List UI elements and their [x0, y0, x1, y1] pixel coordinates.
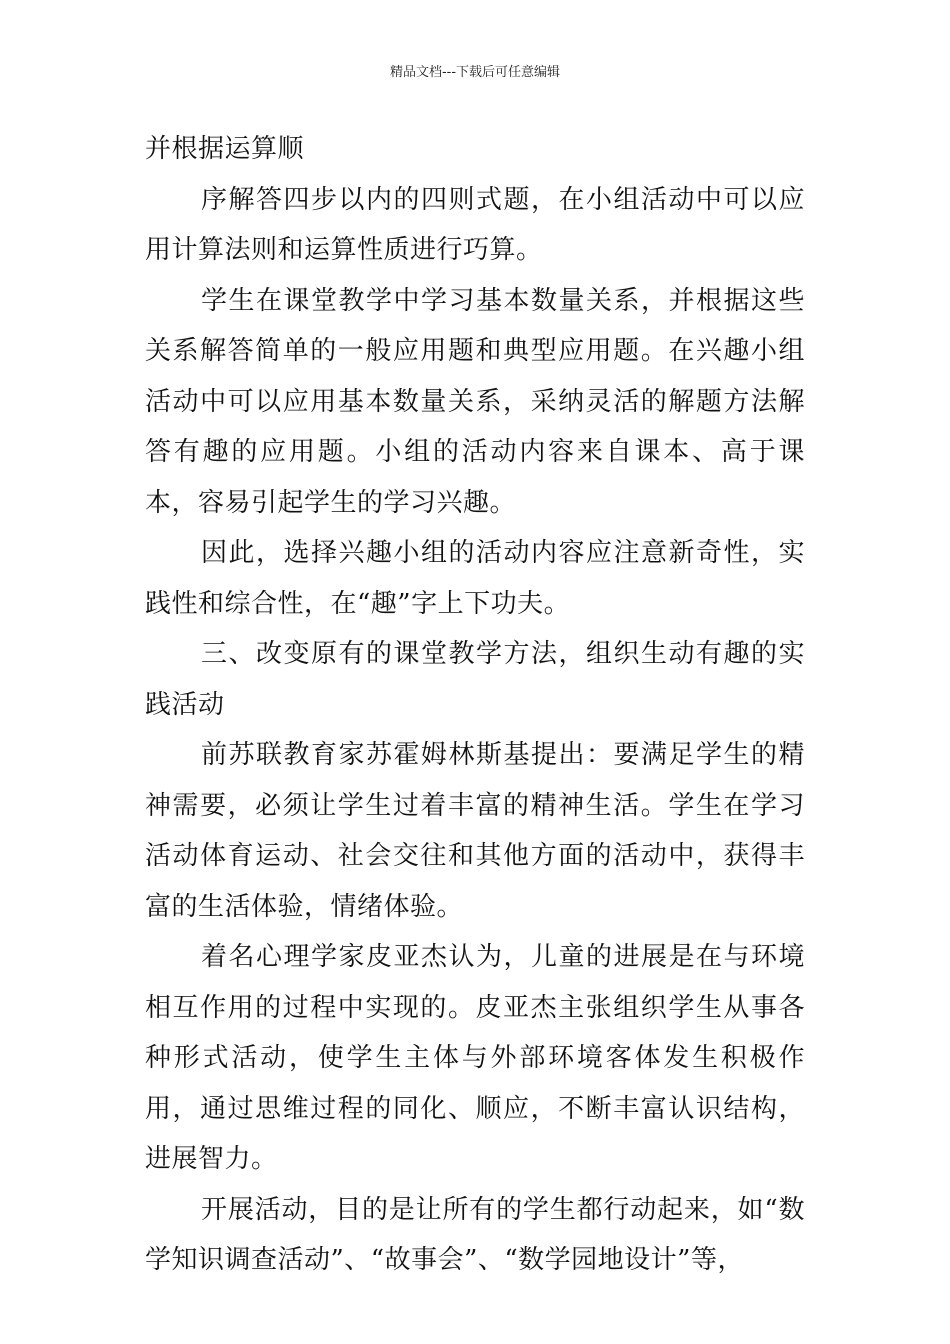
paragraph-7: 开展活动，目的是让所有的学生都行动起来，如“数学知识调查活动”、“故事会”、“数学园地设计”等， — [145, 1194, 805, 1275]
paragraph-5: 前苏联教育家苏霍姆林斯基提出：要满足学生的精神需要，必须让学生过着丰富的精神生活。学生在学习活动体育运动、社会交往和其他方面的活动中，获得丰富的生活体验，情绪体验。 — [145, 740, 805, 922]
document-body — [145, 124, 805, 1286]
paragraph-3: 学生在课堂教学中学习基本数量关系，并根据这些关系解答简单的一般应用题和典型应用题。在兴趣小组活动中可以应用基本数量关系，采纳灵活的解题方法解答有趣的应用题。小组的活动内容来自课本、高于课本，容易引起学生的学习兴趣。 — [145, 285, 805, 518]
paragraph-1: 并根据运算顺 — [145, 134, 305, 164]
paragraph-4: 因此，选择兴趣小组的活动内容应注意新奇性，实践性和综合性，在“趣”字上下功夫。 — [145, 538, 805, 619]
page-header: 精品文档---下载后可任意编辑 — [389, 65, 561, 80]
paragraph-6: 着名心理学家皮亚杰认为，儿童的进展是在与环境相互作用的过程中实现的。皮亚杰主张组织学生从事各种形式活动，使学生主体与外部环境客体发生积极作用，通过思维过程的同化、顺应，不断丰富认识结构，进展智力。 — [145, 942, 805, 1174]
paragraph-2: 序解答四步以内的四则式题，在小组活动中可以应用计算法则和运算性质进行巧算。 — [145, 184, 805, 265]
section-heading-3: 三、改变原有的课堂教学方法，组织生动有趣的实践活动 — [145, 639, 805, 720]
